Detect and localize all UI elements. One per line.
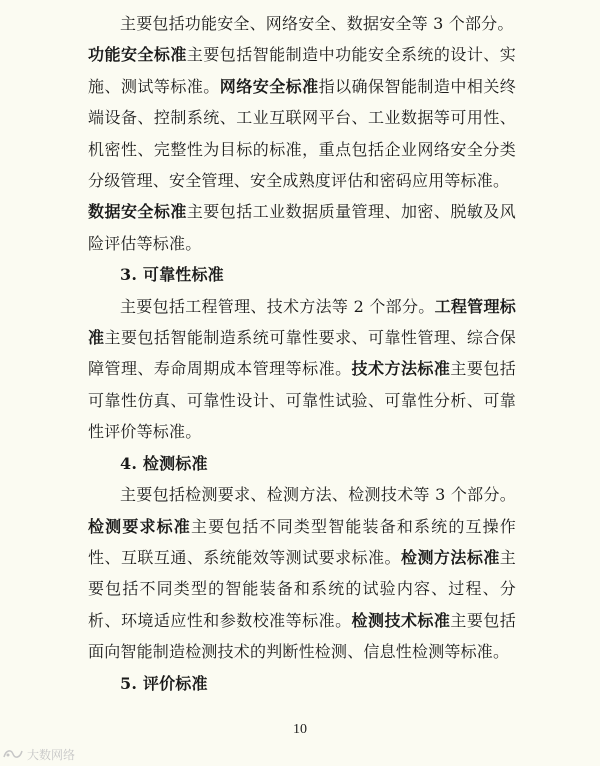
testing-requirement-text: 主要包括不同类型智能装备和系统的互操作性、互联互通、系统能效等测试要求标准。 — [88, 516, 516, 567]
paragraph-functional-network-security — [88, 39, 516, 196]
testing-technology-text: 主要包括面向智能制造检测技术的判断性检测、信息性检测等标准。 — [88, 610, 516, 662]
data-security-term: 数据安全标准 — [88, 202, 187, 222]
functional-safety-term: 功能安全标准 — [88, 45, 187, 65]
technical-method-term: 技术方法标准 — [351, 359, 451, 379]
heading-evaluation: 5. 评价标准 — [120, 673, 208, 693]
page-number: 10 — [293, 722, 307, 737]
document-body — [88, 8, 516, 699]
security-intro-text: 主要包括功能安全、网络安全、数据安全等 3 个部分。 — [120, 14, 514, 33]
reliability-intro-text: 主要包括工程管理、技术方法等 2 个部分。 — [120, 296, 435, 316]
watermark-text: 大数网络 — [27, 747, 76, 762]
network-security-term: 网络安全标准 — [219, 76, 319, 96]
network-security-text: 指以确保智能制造中相关终端设备、控制系统、工业互联网平台、工业数据等可用性、机密性、完整性为目标的标准，重点包括企业网络安全分类分级管理、安全管理、安全成熟度评估和密码应用等标准。 — [88, 76, 516, 191]
data-security-text: 主要包括工业数据质量管理、加密、脱敏及风险评估等标准。 — [88, 202, 516, 253]
heading-reliability: 3. 可靠性标准 — [120, 265, 224, 285]
watermark — [2, 745, 75, 763]
paragraph-testing — [88, 479, 516, 667]
engineering-management-text: 主要包括智能制造系统可靠性要求、可靠性管理、综合保障管理、寿命周期成本管理等标准。 — [88, 328, 516, 379]
paragraph-data-security — [88, 196, 516, 259]
testing-requirement-term: 检测要求标准 — [88, 516, 191, 536]
watermark-logo-icon — [2, 747, 24, 761]
testing-method-term: 检测方法标准 — [400, 547, 500, 567]
paragraph-reliability — [88, 291, 516, 448]
functional-safety-text: 主要包括智能制造中功能安全系统的设计、实施、测试等标准。 — [88, 45, 516, 96]
testing-method-text: 主要包括不同类型的智能装备和系统的试验内容、过程、分析、环境适应性和参数校准等标准。 — [88, 547, 516, 630]
heading-testing: 4. 检测标准 — [120, 453, 208, 473]
technical-method-text: 主要包括可靠性仿真、可靠性设计、可靠性试验、可靠性分析、可靠性评价等标准。 — [88, 359, 516, 442]
testing-intro-text: 主要包括检测要求、检测方法、检测技术等 3 个部分。 — [120, 485, 516, 505]
testing-technology-term: 检测技术标准 — [351, 610, 451, 630]
engineering-management-term: 工程管理标准 — [88, 296, 516, 348]
paragraph-security-intro — [88, 8, 516, 39]
